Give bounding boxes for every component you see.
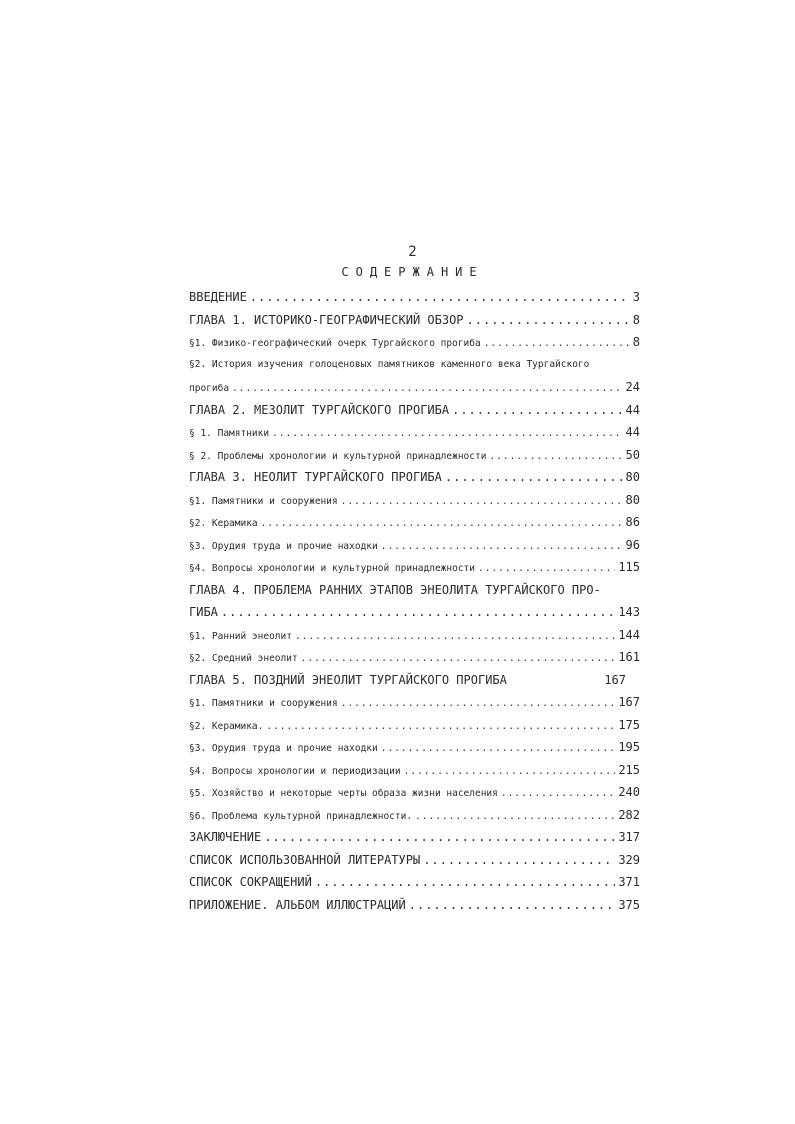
toc-entry-page: 8 <box>632 335 640 349</box>
dot-leader <box>415 806 615 827</box>
toc-entry-label: ГЛАВА 1. ИСТОРИКО-ГЕОГРАФИЧЕСКИЙ ОБЗОР <box>189 312 464 327</box>
toc-entry-page: 3 <box>632 290 640 304</box>
toc-entry-section <box>189 421 640 444</box>
toc-entry-page: 115 <box>618 560 640 574</box>
toc-entry-page: 240 <box>618 785 640 799</box>
toc-entry-page: 44 <box>625 402 640 417</box>
toc-entry-chapter-3 <box>189 466 640 489</box>
dot-leader <box>272 423 622 444</box>
toc-entry-label: §2. Средний энеолит <box>189 653 298 664</box>
toc-entry-label: §4. Вопросы хронологии и культурной принадлежности <box>189 563 475 574</box>
toc-entry-label: ГЛАВА 5. ПОЗДНИЙ ЭНЕОЛИТ ТУРГАЙСКОГО ПРОГИБА <box>189 672 507 687</box>
toc-entry-section <box>189 556 640 579</box>
toc-entry-page: 80 <box>625 492 640 507</box>
dot-leader <box>404 761 616 782</box>
toc-entry-page: 371 <box>618 875 640 889</box>
dot-leader <box>295 626 615 647</box>
toc-entry-page: 86 <box>625 515 640 529</box>
toc-entry-label: §1. Памятники и сооружения <box>189 495 338 507</box>
toc-entry-chapter-4-continued <box>189 601 640 624</box>
toc-entry-introduction <box>189 286 640 309</box>
toc-entry-label: ГЛАВА 2. МЕЗОЛИТ ТУРГАЙСКОГО ПРОГИБА <box>189 402 450 417</box>
toc-entry-section <box>189 691 640 714</box>
dot-leader <box>452 399 622 422</box>
dot-leader <box>301 648 616 669</box>
toc-entry-page: 96 <box>625 537 640 552</box>
dot-leader <box>221 601 615 624</box>
toc-entry-label: СПИСОК СОКРАЩЕНИЙ <box>189 875 312 889</box>
dot-leader <box>445 466 623 489</box>
dot-leader <box>409 894 616 917</box>
toc-entry-label: § 1. Памятники <box>189 428 270 439</box>
toc-entry-page: 24 <box>625 380 640 394</box>
toc-entry-page: 317 <box>618 830 640 844</box>
toc-entry-abbreviations <box>189 871 640 894</box>
toc-entry-section <box>189 511 640 534</box>
toc-entry-page: 329 <box>618 852 640 867</box>
toc-entry-label: § 2. Проблемы хронологии и культурной принадлежности <box>189 450 487 462</box>
toc-entry-page: 161 <box>618 650 640 664</box>
toc-entry-page: 8 <box>632 312 640 327</box>
dot-leader <box>261 513 623 534</box>
table-of-contents <box>189 286 640 916</box>
toc-entry-section <box>189 354 640 377</box>
toc-entry-section <box>189 489 640 512</box>
dot-leader <box>501 783 615 804</box>
toc-entry-section <box>189 444 640 467</box>
page-number: 2 <box>408 244 417 260</box>
dot-leader <box>484 333 630 354</box>
toc-entry-section <box>189 759 640 782</box>
toc-entry-section <box>189 781 640 804</box>
toc-entry-page: 175 <box>618 717 640 732</box>
toc-entry-section <box>189 646 640 669</box>
toc-entry-label: §3. Орудия труда и прочие находки <box>189 540 378 552</box>
toc-entry-label: §1. Физико-географический очерк Тургайского прогиба <box>189 338 481 349</box>
toc-entry-label: СПИСОК ИСПОЛЬЗОВАННОЙ ЛИТЕРАТУРЫ <box>189 852 421 867</box>
toc-entry-label: прогиба <box>189 383 230 394</box>
dot-leader <box>264 826 615 849</box>
dot-leader <box>381 536 623 557</box>
toc-entry-label: §3. Орудия труда и прочие находки <box>189 743 378 754</box>
toc-entry-label: ЗАКЛЮЧЕНИЕ <box>189 830 262 844</box>
toc-entry-section <box>189 804 640 827</box>
toc-entry-label: ВВЕДЕНИЕ <box>189 290 247 304</box>
toc-entry-section <box>189 331 640 354</box>
toc-entry-label: ПРИЛОЖЕНИЕ. АЛЬБОМ ИЛЛЮСТРАЦИЙ <box>189 897 406 912</box>
toc-entry-chapter-5 <box>189 669 640 692</box>
toc-entry-label: §6. Проблема культурной принадлежности. <box>189 810 413 822</box>
toc-entry-label: §2. История изучения голоценовых памятников каменного века Тургайского <box>189 358 590 370</box>
toc-entry-label: §2. Керамика. <box>189 720 264 732</box>
toc-entry-section-continued <box>189 376 640 399</box>
toc-entry-page: 50 <box>625 447 640 462</box>
toc-entry-section <box>189 736 640 759</box>
toc-entry-page: 195 <box>618 740 640 754</box>
dot-leader <box>315 871 615 894</box>
toc-entry-bibliography <box>189 849 640 872</box>
toc-entry-chapter-1 <box>189 309 640 332</box>
toc-entry-page: 282 <box>618 807 640 822</box>
toc-entry-page: 167 <box>604 672 626 687</box>
dot-leader <box>467 309 630 332</box>
toc-entry-chapter-4 <box>189 579 640 602</box>
toc-entry-page: 144 <box>618 627 640 642</box>
toc-entry-section <box>189 624 640 647</box>
toc-entry-label: ГЛАВА 3. НЕОЛИТ ТУРГАЙСКОГО ПРОГИБА <box>189 470 442 484</box>
toc-entry-page: 167 <box>618 695 640 709</box>
dot-leader <box>381 738 616 759</box>
dot-leader <box>232 378 623 399</box>
dot-leader <box>341 693 616 714</box>
toc-entry-section <box>189 534 640 557</box>
dot-leader <box>478 558 615 579</box>
toc-entry-label: ГИБА <box>189 605 218 619</box>
dot-leader <box>489 446 622 467</box>
toc-entry-conclusion <box>189 826 640 849</box>
dot-leader <box>266 716 615 737</box>
toc-entry-page: 44 <box>625 425 640 439</box>
toc-entry-label: §4. Вопросы хронологии и периодизации <box>189 765 401 777</box>
toc-entry-label: ГЛАВА 4. ПРОБЛЕМА РАННИХ ЭТАПОВ ЭНЕОЛИТА ТУРГАЙСКОГО ПРО- <box>189 582 601 597</box>
toc-entry-page: 215 <box>618 762 640 777</box>
toc-title: СОДЕРЖАНИЕ <box>341 265 484 279</box>
dot-leader <box>341 491 623 512</box>
toc-entry-label: §5. Хозяйство и некоторые черты образа жизни населения <box>189 788 498 799</box>
dot-leader <box>250 286 630 309</box>
toc-entry-section <box>189 714 640 737</box>
toc-entry-label: §2. Керамика <box>189 518 258 529</box>
toc-entry-appendix <box>189 894 640 917</box>
toc-entry-page: 80 <box>625 470 640 484</box>
toc-entry-label: §1. Ранний энеолит <box>189 630 292 642</box>
toc-entry-chapter-2 <box>189 399 640 422</box>
toc-entry-page: 375 <box>618 897 640 912</box>
dot-leader <box>423 849 615 872</box>
toc-entry-label: §1. Памятники и сооружения <box>189 698 338 709</box>
toc-entry-page: 143 <box>618 605 640 619</box>
